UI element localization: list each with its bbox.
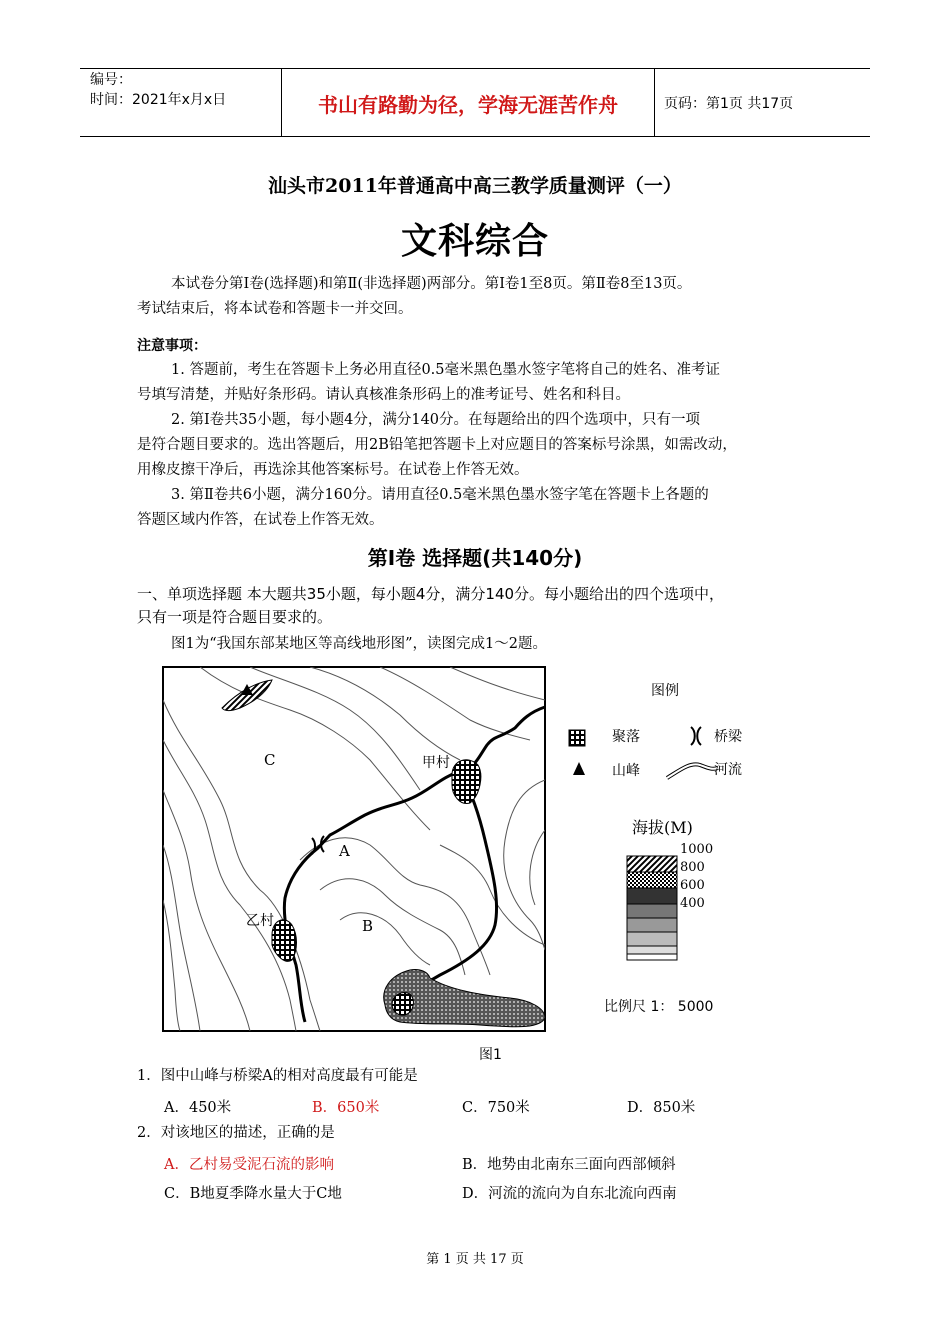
elev-band-1000 xyxy=(627,856,677,872)
legend-settlement-label: 聚落 xyxy=(612,729,640,745)
note-line: 用橡皮擦干净后，再选涂其他答案标号。在试卷上作答无效。 xyxy=(137,462,529,478)
map-label-jia: 甲村 xyxy=(422,755,450,771)
elev-band-400 xyxy=(627,904,677,918)
legend-settlement-icon xyxy=(569,730,585,746)
note-line: 3. 第Ⅱ卷共6小题，满分160分。请用直径0.5毫米黑色墨水签字笔在答题卡上各题的 xyxy=(171,487,709,503)
header-code: 编号： xyxy=(90,72,132,88)
notes-heading: 注意事项： xyxy=(137,338,207,354)
note-line: 答题区域内作答，在试卷上作答无效。 xyxy=(137,512,384,528)
q1-option-d: D．850米 xyxy=(627,1100,696,1116)
map-label-b: B xyxy=(362,917,374,935)
q1-option-c: C．750米 xyxy=(462,1100,530,1116)
figure-intro: 图1为“我国东部某地区等高线地形图”，读图完成1～2题。 xyxy=(171,636,547,652)
page-footer: 第 1 页 共 17 页 xyxy=(426,1252,524,1267)
elev-tick-800: 800 xyxy=(680,860,705,875)
note-line: 2. 第Ⅰ卷共35小题，每小题4分，满分140分。在每题给出的四个选项中，只有一项 xyxy=(171,412,701,428)
map-scale: 比例尺 1： 5000 xyxy=(604,999,714,1015)
question-2-stem: 2．对该地区的描述，正确的是 xyxy=(137,1125,335,1141)
elev-band-800 xyxy=(627,872,677,888)
legend-title: 图例 xyxy=(651,683,679,699)
q2-option-c: C．B地夏季降水量大于C地 xyxy=(164,1186,342,1202)
q2-option-a: A．乙村易受泥石流的影响 xyxy=(164,1157,334,1173)
figure-caption: 图1 xyxy=(479,1047,502,1063)
elev-band-600 xyxy=(627,888,677,904)
section-instruction-1: 一、单项选择题 本大题共35小题，每小题4分，满分140分。每小题给出的四个选项中， xyxy=(137,585,725,603)
elev-tick-400: 400 xyxy=(680,896,705,911)
elev-band-100 xyxy=(627,946,677,954)
elevation-title: 海拔(M) xyxy=(632,818,693,837)
q2-option-d: D．河流的流向为自东北流向西南 xyxy=(462,1186,677,1202)
legend-river-label: 河流 xyxy=(714,762,742,778)
section-title: 第Ⅰ卷 选择题(共140分) xyxy=(367,546,583,570)
legend-peak-label: 山峰 xyxy=(612,763,640,779)
header-page-info: 页码：第1页 共17页 xyxy=(664,96,794,112)
legend-bridge-label: 桥梁 xyxy=(714,729,742,745)
question-1-stem: 1．图中山峰与桥梁A的相对高度最有可能是 xyxy=(137,1068,418,1084)
south-settlement xyxy=(392,993,413,1016)
section-instruction-2: 只有一项是符合题目要求的。 xyxy=(137,608,333,626)
legend-peak-icon xyxy=(573,762,585,775)
q1-option-b: B．650米 xyxy=(312,1100,380,1116)
note-line: 1. 答题前，考生在答题卡上务必用直径0.5毫米黑色墨水签字笔将自己的姓名、准考证 xyxy=(171,362,721,378)
q1-option-a: A．450米 xyxy=(164,1100,232,1116)
elev-band-300 xyxy=(627,918,677,932)
header-time: 时间：2021年x月x日 xyxy=(90,92,227,108)
elev-tick-600: 600 xyxy=(680,878,705,893)
map-label-yi: 乙村 xyxy=(246,913,274,929)
map-label-a: A xyxy=(339,842,350,860)
intro-line-1: 本试卷分第Ⅰ卷(选择题)和第Ⅱ(非选择题)两部分。第Ⅰ卷1至8页。第Ⅱ卷8至13页。 xyxy=(171,276,692,292)
elev-band-0 xyxy=(627,954,677,960)
subject-title: 文科综合 xyxy=(400,221,549,262)
legend-bridge-icon xyxy=(691,727,701,745)
note-line: 是符合题目要求的。选出答题后，用2B铅笔把答题卡上对应题目的答案标号涂黑，如需改动， xyxy=(137,437,737,453)
elev-tick-1000: 1000 xyxy=(680,842,714,857)
intro-line-2: 考试结束后，将本试卷和答题卡一并交回。 xyxy=(137,301,413,317)
legend-river-icon xyxy=(667,764,718,778)
header-motto: 书山有路勤为径，学海无涯苦作舟 xyxy=(318,93,618,117)
note-line: 号填写清楚，并贴好条形码。请认真核准条形码上的准考证号、姓名和科目。 xyxy=(137,387,630,403)
q2-option-b: B．地势由北南东三面向西部倾斜 xyxy=(462,1157,676,1173)
map-label-c: C xyxy=(264,751,276,769)
elev-band-200 xyxy=(627,932,677,946)
exam-title: 汕头市2011年普通高中高三教学质量测评（一） xyxy=(268,175,682,197)
